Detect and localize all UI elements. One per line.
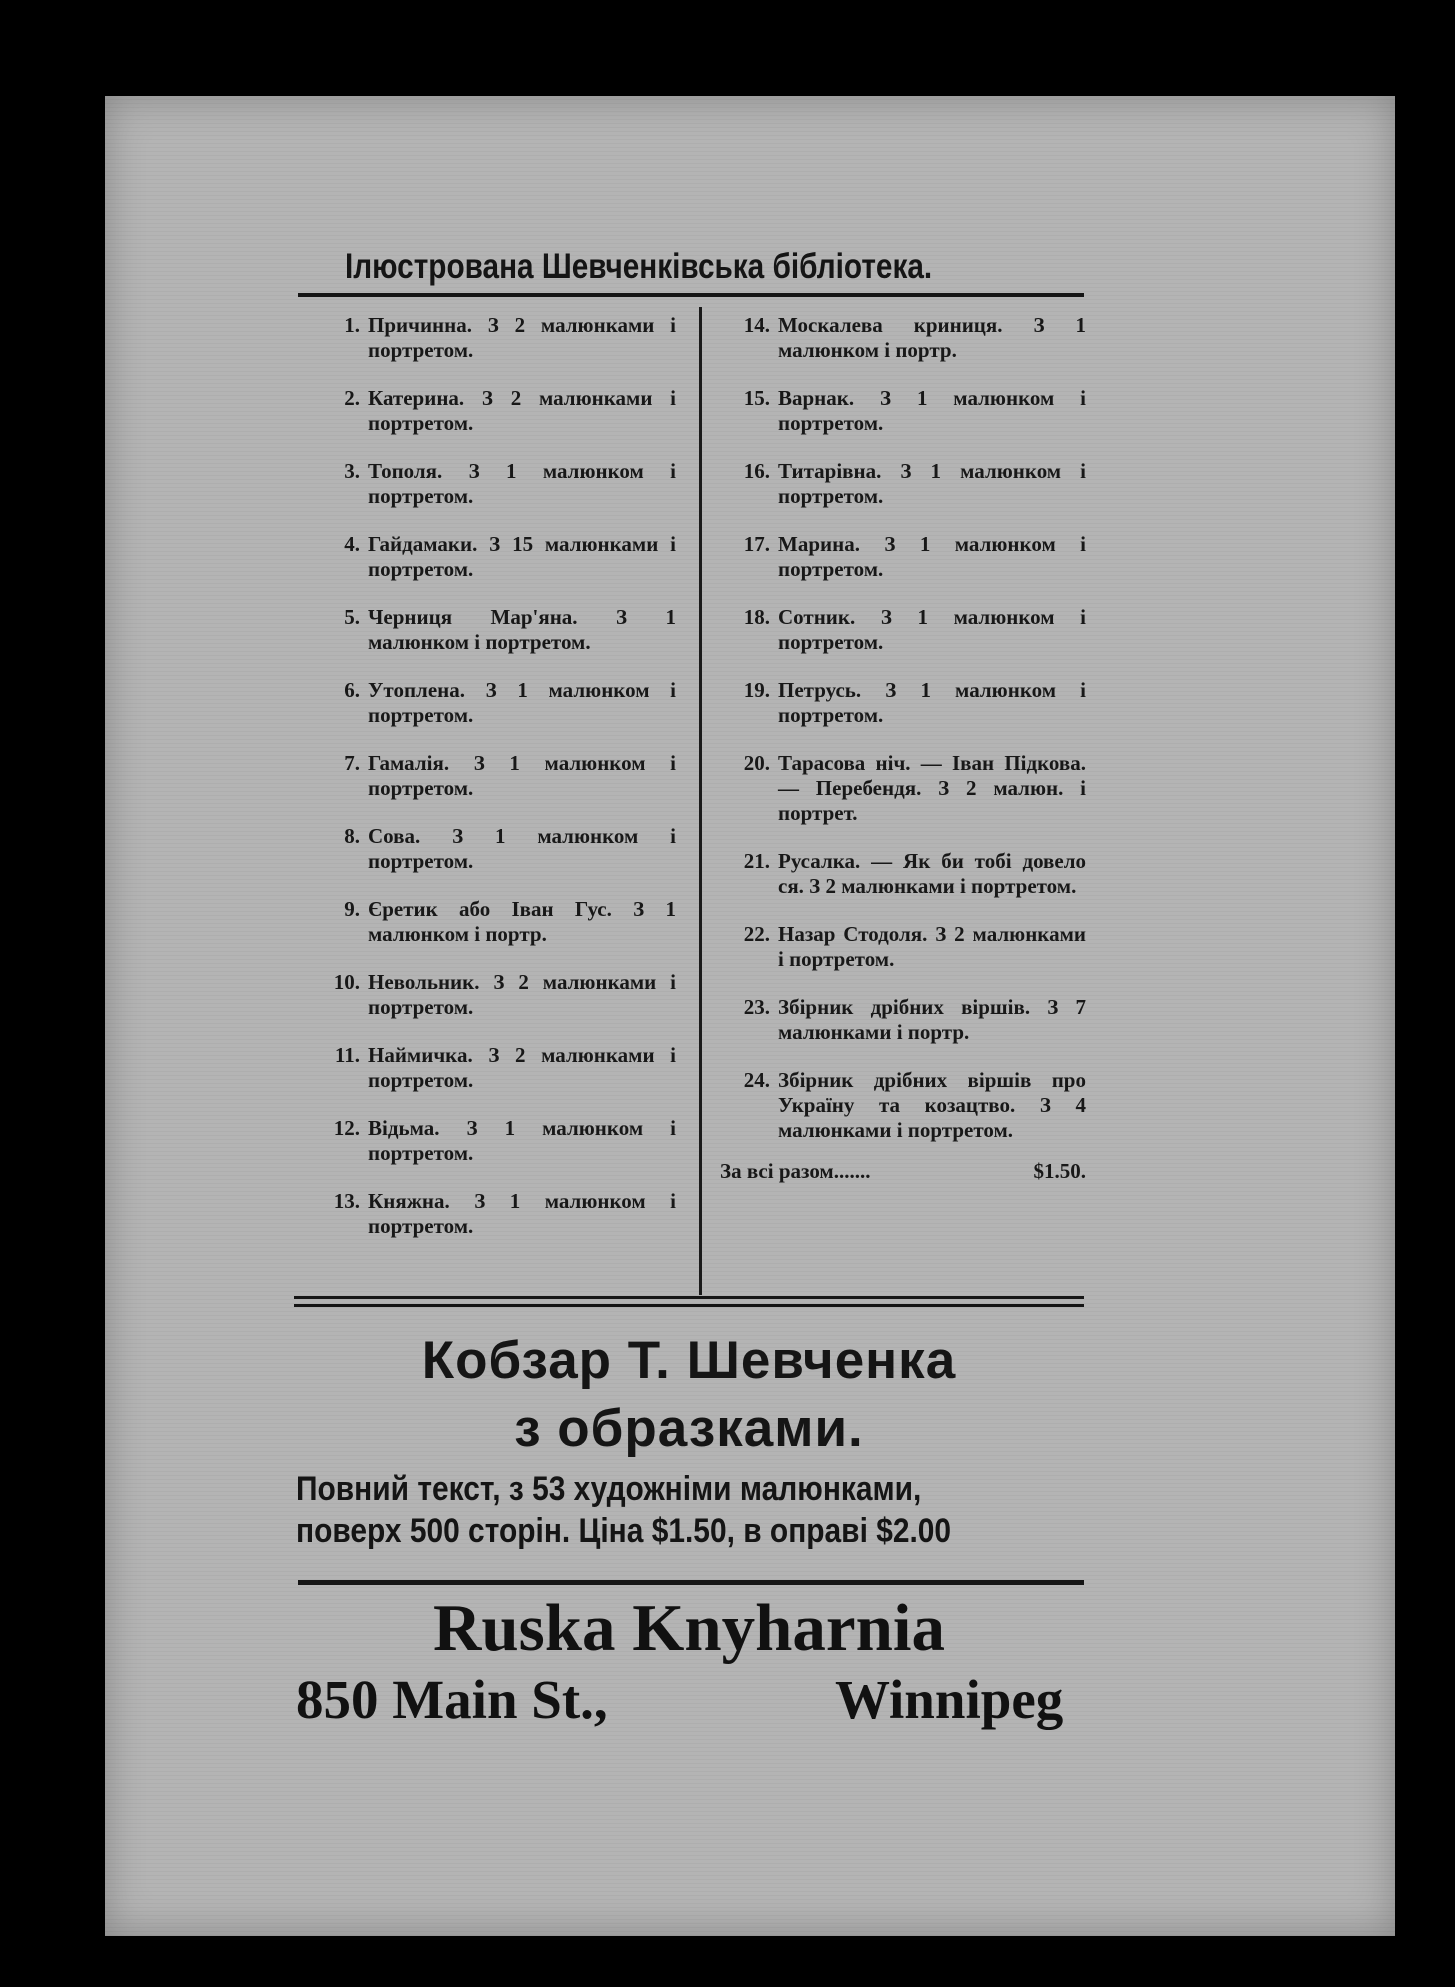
kobzar-description: Повний текст, з 53 художніми малюнками, [296,1470,922,1508]
list-item: 15. Варнак. З 1 малюнком і портретом. [743,386,1086,435]
list-item: 5. Черниця Мар'яна. З 1 малюнком і портретом. [344,605,676,654]
list-item: 4. Гайдамаки. З 15 малюнками і портретом. [344,532,676,581]
kobzar-heading: Кобзар Т. Шевченка [421,1331,957,1390]
list-item: 14. Москалева криниця. З 1 малюнком і портр. [743,313,1086,362]
kobzar-price-line: поверх 500 сторін. Ціна $1.50, в оправі $2.00 [296,1512,952,1550]
kobzar-subheading: з образками. [514,1399,864,1458]
total-price-line [720,1159,1086,1184]
page-title: Ілюстрована Шевченківська бібліотека. [345,247,933,286]
list-item: 23. Збірник дрібних віршів. З 7 малюнками і портр. [743,995,1086,1044]
column-divider [699,307,702,1295]
list-item: 6. Утоплена. З 1 малюнком і портретом. [344,678,676,727]
total-price: $1.50. [1033,1159,1086,1183]
list-item: 24. Збірник дрібних віршів про Україну та козацтво. З 4 малюнками і портретом. [743,1068,1086,1142]
list-item: 18. Сотник. З 1 малюнком і портретом. [743,605,1086,654]
publisher-name: Ruska Knyharnia [433,1591,945,1665]
catalog-left-column [318,313,676,1239]
list-item: 8. Сова. З 1 малюнком і портретом. [344,824,676,873]
list-item: 11. Наймичка. З 2 малюнками і портретом. [334,1043,676,1092]
list-item: 7. Гамалія. З 1 малюнком і портретом. [344,751,676,800]
total-label: За всі разом....... [720,1159,871,1183]
list-item: 9. Єретик або Іван Гус. З 1 малюнком і портр. [344,897,676,946]
list-item: 13. Княжна. З 1 малюнком і портретом. [333,1189,676,1238]
separator-rule [298,1580,1084,1585]
separator-rule [294,1304,1084,1307]
list-item: 1. Причинна. З 2 малюнками і портретом. [344,313,676,362]
list-item: 20. Тарасова ніч. — Іван Підкова. — Перебендя. З 2 малюн. і портрет. [743,751,1086,825]
publisher-city: Winnipeg [835,1669,1064,1730]
list-item: 12. Відьма. З 1 малюнком і портретом. [333,1116,676,1165]
list-item: 2. Катерина. З 2 малюнками і портретом. [344,386,676,435]
list-item: 10. Невольник. З 2 малюнками і портретом. [333,970,676,1019]
list-item: 16. Титарівна. З 1 малюнком і портретом. [743,459,1086,508]
separator-rule [294,1296,1084,1299]
publisher-address: 850 Main St., [296,1669,608,1730]
title-underline [298,293,1084,297]
catalog-right-column [720,313,1086,1184]
list-item: 19. Петрусь. З 1 малюнком і портретом. [743,678,1086,727]
list-item: 22. Назар Стодоля. З 2 малюнками і портретом. [743,922,1086,971]
list-item: 21. Русалка. — Як би тобі довело ся. З 2 малюнками і портретом. [743,849,1086,898]
list-item: 3. Тополя. З 1 малюнком і портретом. [344,459,676,508]
list-item: 17. Марина. З 1 малюнком і портретом. [743,532,1086,581]
